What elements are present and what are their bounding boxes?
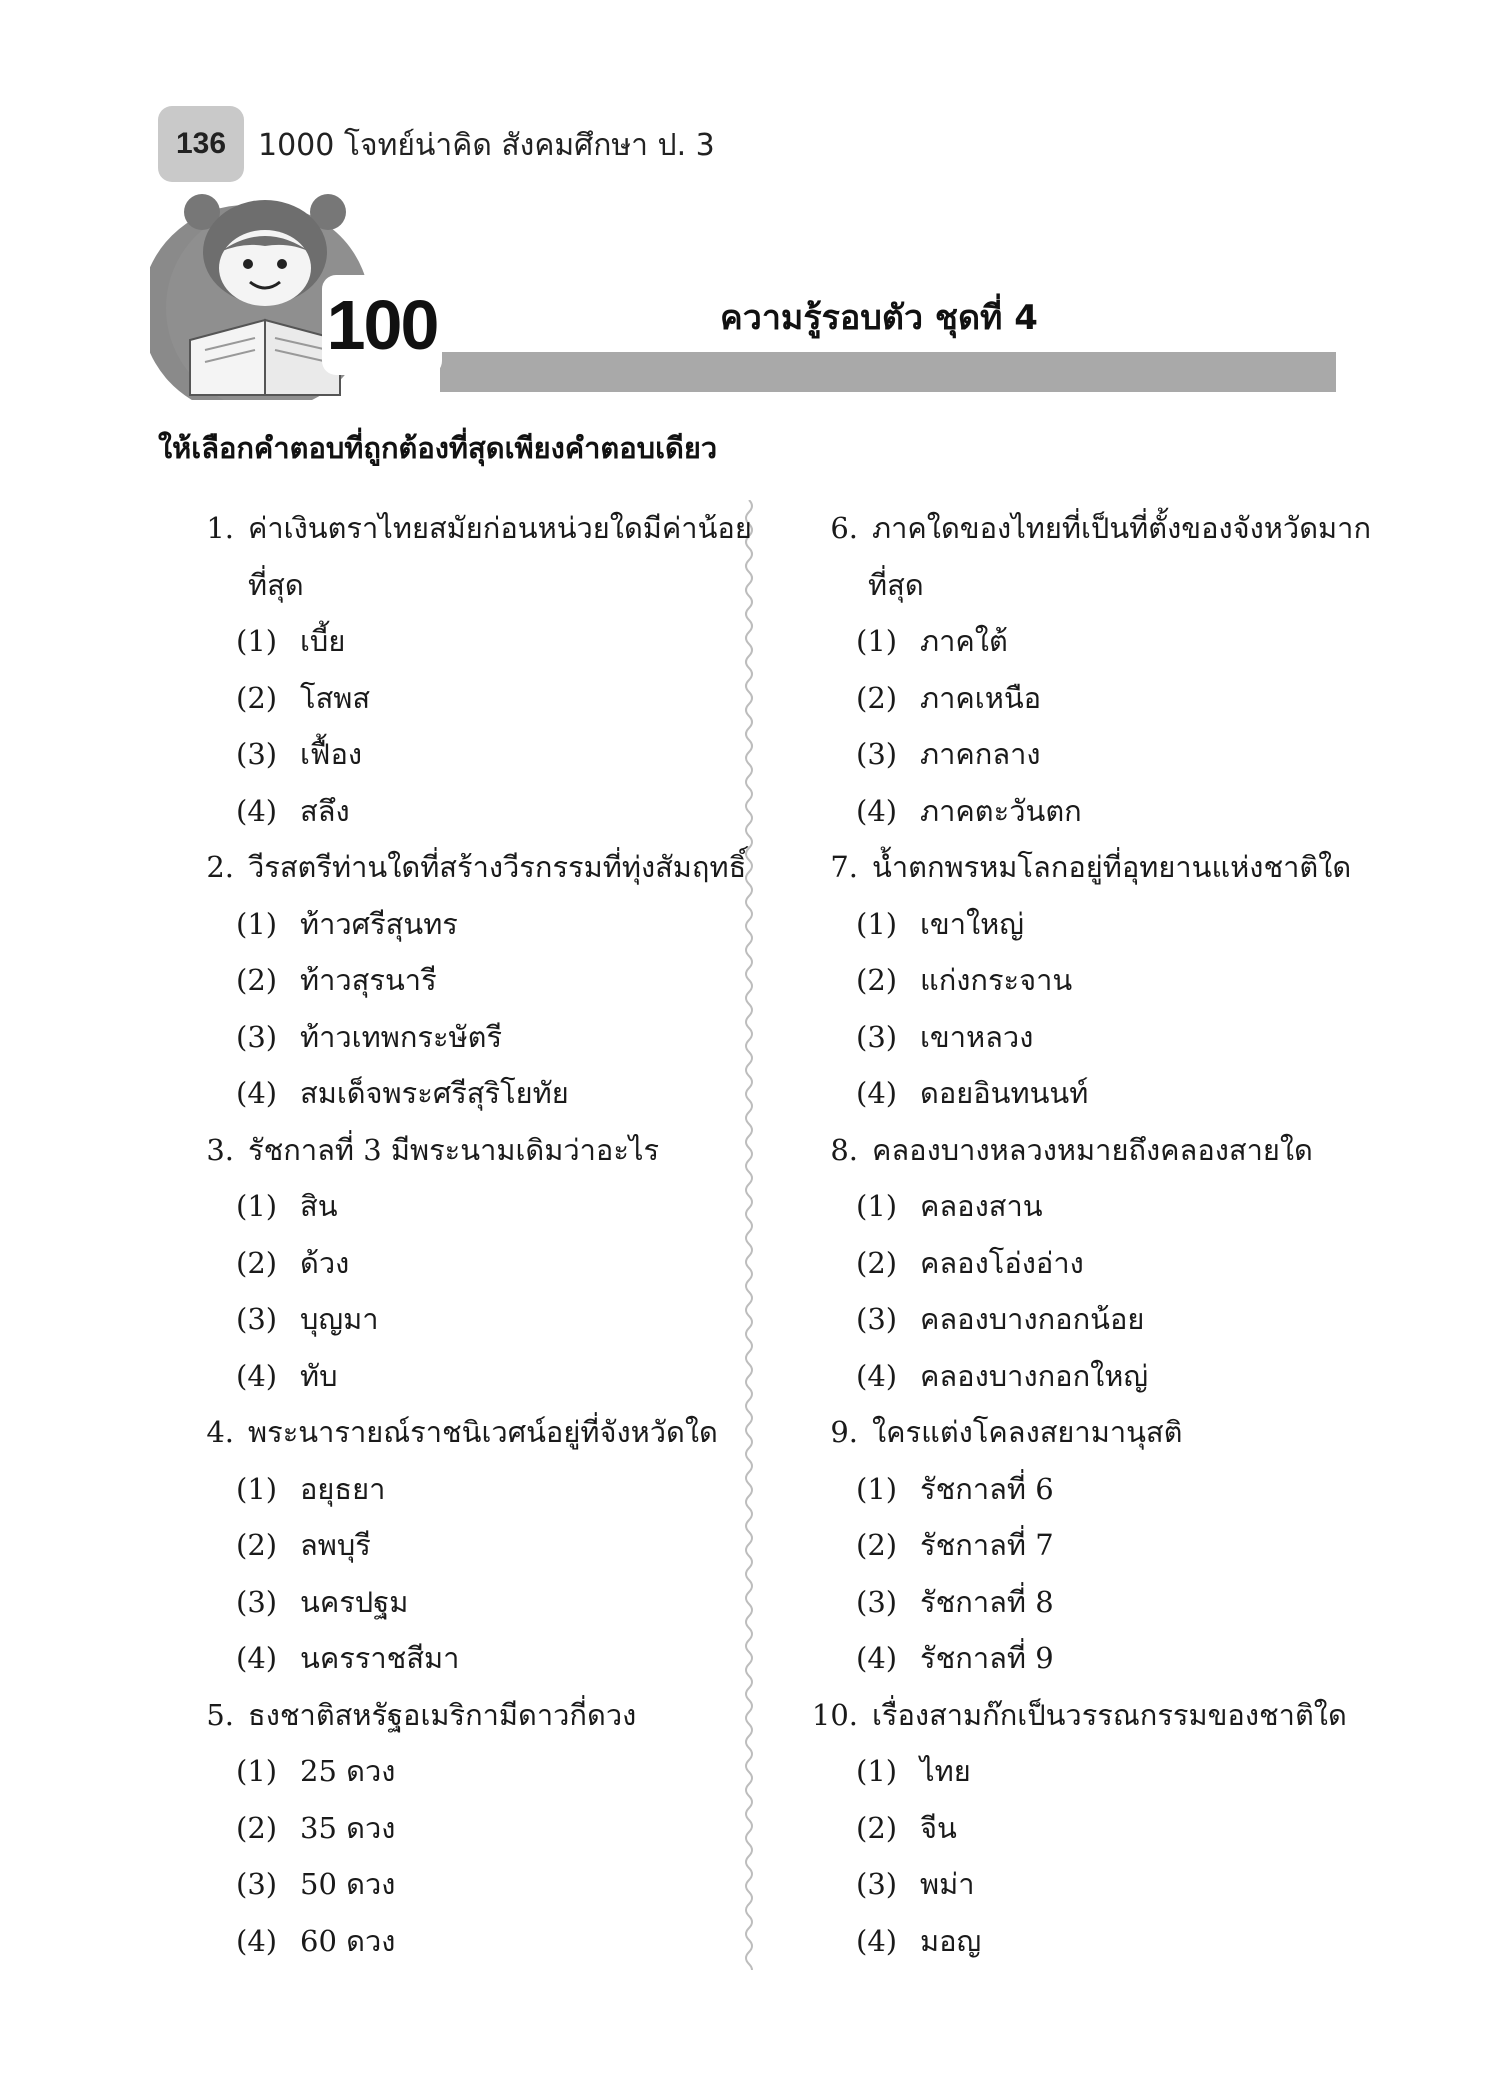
option-text: 25 ดวง bbox=[300, 1754, 396, 1788]
option-number: (4) bbox=[236, 1358, 278, 1393]
question-text: ภาคใดของไทยที่เป็นที่ตั้งของจังหวัดมาก bbox=[872, 511, 1372, 545]
option-number: (4) bbox=[236, 1641, 278, 1675]
option-number: (2) bbox=[856, 1245, 898, 1280]
answer-option bbox=[800, 670, 1400, 727]
answer-option bbox=[800, 1574, 1400, 1631]
option-text: รัชกาลที่ 9 bbox=[920, 1641, 1054, 1675]
answer-option bbox=[800, 1517, 1400, 1574]
question-stem bbox=[180, 839, 780, 896]
question-item bbox=[180, 1122, 780, 1405]
option-text: ทับ bbox=[300, 1358, 338, 1393]
answer-option bbox=[800, 1178, 1400, 1235]
answer-option bbox=[180, 1009, 780, 1066]
set-number-text: 100 bbox=[326, 286, 438, 364]
question-item bbox=[180, 1687, 780, 1970]
question-text: น้ำตกพรหมโลกอยู่ที่อุทยานแห่งชาติใด bbox=[872, 850, 1352, 884]
answer-option bbox=[180, 1178, 780, 1235]
option-text: นครปฐม bbox=[300, 1584, 409, 1619]
option-text: รัชกาลที่ 7 bbox=[920, 1528, 1054, 1562]
option-number: (3) bbox=[856, 1867, 898, 1901]
option-number: (2) bbox=[856, 963, 898, 997]
option-text: รัชกาลที่ 6 bbox=[920, 1471, 1054, 1506]
option-number: (4) bbox=[856, 793, 898, 828]
answer-option bbox=[800, 1348, 1400, 1405]
option-text: เขาหลวง bbox=[920, 1019, 1034, 1054]
answer-option bbox=[180, 1348, 780, 1405]
answer-option bbox=[800, 613, 1400, 670]
option-number: (1) bbox=[856, 624, 898, 658]
option-text: ท้าวศรีสุนทร bbox=[300, 906, 458, 941]
question-text: ใครแต่งโคลงสยามานุสติ bbox=[872, 1415, 1183, 1449]
option-number: (1) bbox=[236, 1754, 278, 1788]
question-stem bbox=[180, 500, 780, 557]
option-text: 50 ดวง bbox=[300, 1867, 396, 1901]
answer-option bbox=[180, 613, 780, 670]
question-item bbox=[800, 1404, 1400, 1687]
option-text: ภาคตะวันตก bbox=[920, 793, 1082, 828]
answer-option bbox=[800, 896, 1400, 953]
questions-left-column bbox=[180, 500, 780, 1969]
option-number: (4) bbox=[856, 1641, 898, 1675]
option-text: ลพบุรี bbox=[300, 1528, 371, 1562]
option-number: (3) bbox=[856, 1302, 898, 1336]
option-text: เบี้ย bbox=[300, 624, 346, 658]
option-number: (1) bbox=[856, 1189, 898, 1223]
question-text: พระนารายณ์ราชนิเวศน์อยู่ที่จังหวัดใด bbox=[248, 1415, 718, 1449]
question-number: 4. bbox=[206, 1415, 234, 1449]
option-number: (1) bbox=[236, 624, 278, 658]
answer-option bbox=[180, 896, 780, 953]
question-item bbox=[180, 500, 780, 839]
answer-option bbox=[180, 1291, 780, 1348]
option-number: (4) bbox=[236, 1076, 278, 1110]
option-number: (3) bbox=[236, 1302, 278, 1336]
option-number: (3) bbox=[236, 1584, 278, 1619]
answer-option bbox=[180, 1630, 780, 1687]
option-text: ภาคเหนือ bbox=[920, 680, 1042, 715]
instruction: ให้เลือกคำตอบที่ถูกต้องที่สุดเพียงคำตอบเดียว bbox=[158, 431, 718, 465]
option-number: (4) bbox=[236, 1923, 278, 1958]
question-stem bbox=[180, 1404, 780, 1461]
option-text: นครราชสีมา bbox=[300, 1641, 460, 1675]
answer-option bbox=[180, 1856, 780, 1913]
option-number: (3) bbox=[856, 1584, 898, 1619]
question-stem bbox=[800, 1122, 1400, 1179]
option-text: สิน bbox=[300, 1189, 338, 1223]
option-text: ท้าวสุรนารี bbox=[300, 963, 437, 997]
answer-option bbox=[800, 1065, 1400, 1122]
answer-option bbox=[800, 1743, 1400, 1800]
option-number: (1) bbox=[236, 906, 278, 941]
option-text: เขาใหญ่ bbox=[920, 906, 1025, 941]
option-text: บุญมา bbox=[300, 1302, 379, 1336]
book-title: 1000 โจทย์น่าคิด สังคมศึกษา ป. 3 bbox=[258, 128, 715, 163]
questions-right-column bbox=[800, 500, 1400, 1969]
option-number: (4) bbox=[236, 793, 278, 828]
option-text: อยุธยา bbox=[300, 1471, 386, 1506]
option-text: รัชกาลที่ 8 bbox=[920, 1584, 1054, 1619]
question-item bbox=[800, 1122, 1400, 1405]
option-text: เฟื้อง bbox=[300, 737, 363, 771]
question-number: 9. bbox=[830, 1415, 858, 1449]
option-number: (3) bbox=[236, 1867, 278, 1901]
question-number: 3. bbox=[206, 1132, 234, 1167]
question-stem bbox=[800, 1687, 1400, 1744]
question-number: 6. bbox=[830, 511, 858, 545]
set-title: ความรู้รอบตัว ชุดที่ 4 bbox=[720, 298, 1038, 338]
question-stem bbox=[180, 1122, 780, 1179]
option-text: ด้วง bbox=[300, 1245, 350, 1280]
option-text: ภาคใต้ bbox=[920, 624, 1008, 658]
option-text: ดอยอินทนนท์ bbox=[920, 1076, 1089, 1110]
question-number: 10. bbox=[811, 1697, 858, 1732]
option-number: (2) bbox=[856, 1810, 898, 1845]
answer-option bbox=[180, 1574, 780, 1631]
answer-option bbox=[180, 1517, 780, 1574]
option-text: 60 ดวง bbox=[300, 1923, 396, 1958]
question-item bbox=[800, 839, 1400, 1122]
option-text: คลองบางกอกน้อย bbox=[920, 1302, 1145, 1336]
option-text: โสพส bbox=[300, 680, 371, 715]
option-text: คลองบางกอกใหญ่ bbox=[920, 1358, 1149, 1393]
answer-option bbox=[800, 1856, 1400, 1913]
answer-option bbox=[800, 726, 1400, 783]
question-text-continued: ที่สุด bbox=[868, 567, 924, 602]
option-text: คลองสาน bbox=[920, 1189, 1043, 1223]
question-stem bbox=[180, 1687, 780, 1744]
answer-option bbox=[180, 1235, 780, 1292]
question-text: ค่าเงินตราไทยสมัยก่อนหน่วยใดมีค่าน้อย bbox=[248, 511, 752, 545]
option-number: (4) bbox=[856, 1923, 898, 1958]
option-text: มอญ bbox=[920, 1923, 982, 1958]
option-number: (4) bbox=[856, 1076, 898, 1110]
question-number: 2. bbox=[206, 850, 234, 884]
question-text: วีรสตรีท่านใดที่สร้างวีรกรรมที่ทุ่งสัมฤทธิ์ bbox=[248, 850, 747, 884]
question-stem bbox=[800, 500, 1400, 557]
option-number: (3) bbox=[236, 1019, 278, 1054]
question-number: 8. bbox=[830, 1132, 858, 1167]
question-stem bbox=[800, 839, 1400, 896]
question-text: ธงชาติสหรัฐอเมริกามีดาวกี่ดวง bbox=[248, 1697, 637, 1732]
answer-option bbox=[180, 726, 780, 783]
option-text: ไทย bbox=[920, 1754, 971, 1788]
answer-option bbox=[800, 1291, 1400, 1348]
answer-option bbox=[180, 1743, 780, 1800]
answer-option bbox=[800, 952, 1400, 1009]
option-number: (1) bbox=[856, 906, 898, 941]
question-number: 1. bbox=[206, 511, 234, 545]
answer-option bbox=[180, 1065, 780, 1122]
option-number: (1) bbox=[856, 1754, 898, 1788]
answer-option bbox=[800, 1800, 1400, 1857]
option-text: คลองโอ่งอ่าง bbox=[920, 1245, 1084, 1280]
option-number: (2) bbox=[856, 1528, 898, 1562]
answer-option bbox=[180, 783, 780, 840]
answer-option bbox=[800, 783, 1400, 840]
answer-option bbox=[180, 952, 780, 1009]
option-text: 35 ดวง bbox=[300, 1810, 396, 1845]
option-number: (1) bbox=[236, 1471, 278, 1506]
page-number: 136 bbox=[175, 127, 227, 160]
option-text: พม่า bbox=[920, 1867, 975, 1901]
answer-option bbox=[800, 1913, 1400, 1970]
answer-option bbox=[180, 670, 780, 727]
question-text: คลองบางหลวงหมายถึงคลองสายใด bbox=[872, 1132, 1313, 1167]
set-number bbox=[322, 275, 442, 375]
header-bar bbox=[440, 352, 1336, 392]
question-number: 7. bbox=[830, 850, 858, 884]
option-text: สลึง bbox=[300, 793, 350, 828]
option-number: (1) bbox=[856, 1471, 898, 1506]
question-text: รัชกาลที่ 3 มีพระนามเดิมว่าอะไร bbox=[248, 1132, 660, 1167]
question-text: เรื่องสามก๊กเป็นวรรณกรรมของชาติใด bbox=[872, 1697, 1347, 1732]
question-item bbox=[800, 1687, 1400, 1970]
option-text: แก่งกระจาน bbox=[920, 963, 1073, 997]
option-number: (4) bbox=[856, 1358, 898, 1393]
answer-option bbox=[800, 1009, 1400, 1066]
answer-option bbox=[800, 1235, 1400, 1292]
option-number: (2) bbox=[236, 680, 278, 715]
answer-option bbox=[180, 1461, 780, 1518]
option-number: (3) bbox=[856, 737, 898, 771]
option-text: จีน bbox=[920, 1810, 957, 1845]
answer-option bbox=[180, 1913, 780, 1970]
question-item bbox=[180, 1404, 780, 1687]
option-number: (3) bbox=[236, 737, 278, 771]
option-text: ภาคกลาง bbox=[920, 737, 1041, 771]
option-text: สมเด็จพระศรีสุริโยทัย bbox=[300, 1076, 569, 1110]
question-item bbox=[800, 500, 1400, 839]
question-text-continued: ที่สุด bbox=[248, 567, 304, 602]
option-number: (2) bbox=[236, 963, 278, 997]
answer-option bbox=[800, 1461, 1400, 1518]
page-number-badge bbox=[158, 106, 244, 182]
question-number: 5. bbox=[206, 1697, 234, 1732]
answer-option bbox=[180, 1800, 780, 1857]
option-text: ท้าวเทพกระษัตรี bbox=[300, 1019, 503, 1054]
answer-option bbox=[800, 1630, 1400, 1687]
question-item bbox=[180, 839, 780, 1122]
option-number: (2) bbox=[236, 1810, 278, 1845]
option-number: (3) bbox=[856, 1019, 898, 1054]
option-number: (1) bbox=[236, 1189, 278, 1223]
option-number: (2) bbox=[236, 1528, 278, 1562]
option-number: (2) bbox=[236, 1245, 278, 1280]
option-number: (2) bbox=[856, 680, 898, 715]
question-stem bbox=[800, 1404, 1400, 1461]
